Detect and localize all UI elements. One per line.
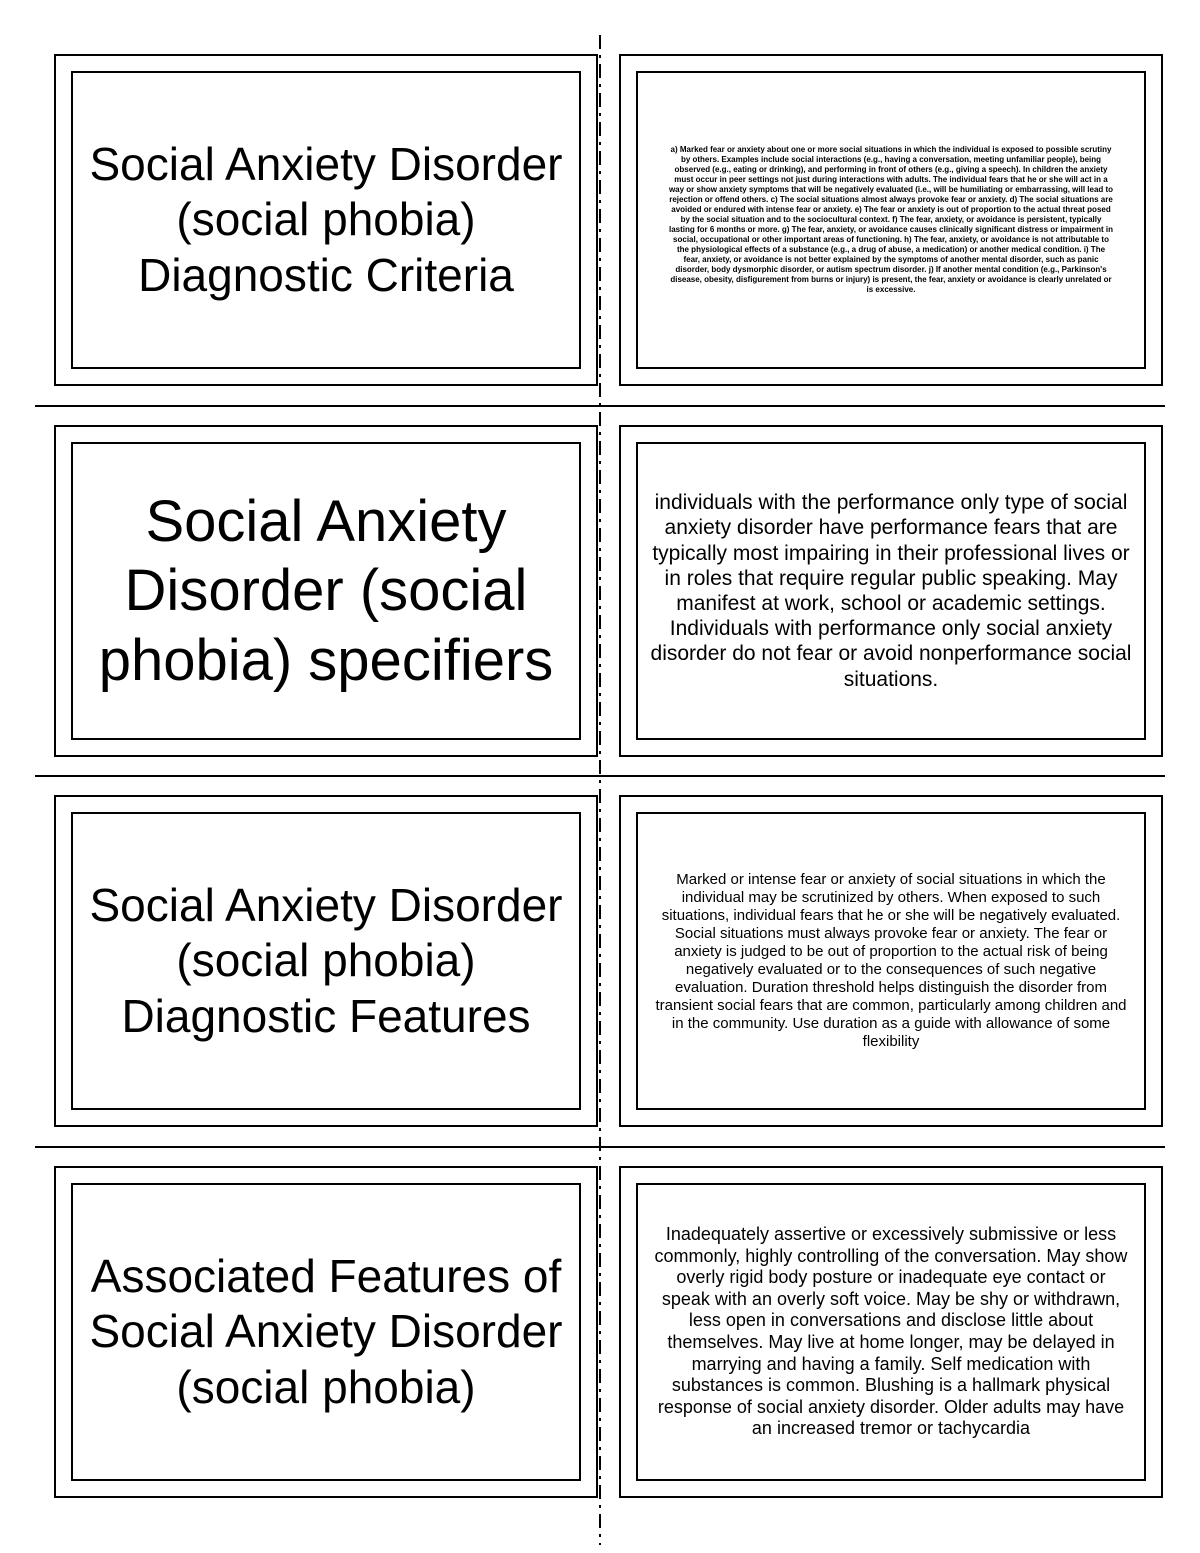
flashcard-definition-3-frame [636, 812, 1146, 1110]
flashcard-term-text: Social Anxiety Disorder (social phobia) specifiers [98, 488, 554, 693]
flashcard-term-text: Associated Features of Social Anxiety Disorder (social phobia) [89, 1250, 563, 1413]
flashcard-definition-text: Inadequately assertive or excessively submissive or less commonly, highly controlling of the conversation. May show overly rigid body posture or inadequate eye contact or speak with an overly soft voice. May be shy or withdrawn, less open in conversations and disclose little about themselves. May live at home longer, may be delayed in marrying and having a family. Self medication with substances is common. Blushing is a hallmark physical response of social anxiety disorder. Older adults may have an increased tremor or tachycardia [654, 1224, 1128, 1439]
flashcard-term-4-frame [71, 1183, 581, 1481]
flashcard-term-3-frame [71, 812, 581, 1110]
flashcard-term-3 [54, 795, 598, 1127]
flashcard-term-2-frame [71, 442, 581, 740]
flashcard-definition-3 [619, 795, 1163, 1127]
flashcard-definition-2 [619, 425, 1163, 757]
flashcard-term-1 [54, 54, 598, 386]
flashcard-term-text: Social Anxiety Disorder (social phobia) Diagnostic Criteria [89, 138, 563, 301]
flashcard-term-text: Social Anxiety Disorder (social phobia) Diagnostic Features [89, 879, 563, 1042]
flashcard-term-4 [54, 1166, 598, 1498]
flashcard-definition-text: Marked or intense fear or anxiety of social situations in which the individual may be scrutinized by others. When exposed to such situations, individual fears that he or she will be negatively evaluated. Social situations must always provoke fear or anxiety. The fear or anxiety is judged to be out of proportion to the actual risk of being negatively evaluated or to the consequences of such negative evaluation. Duration threshold helps distinguish the disorder from transient social fears that are common, particularly among children and in the community. Use duration as a guide with allowance of some flexibility [655, 871, 1127, 1050]
flashcard-definition-1 [619, 54, 1163, 386]
flashcard-definition-4-frame [636, 1183, 1146, 1481]
flashcard-definition-4 [619, 1166, 1163, 1498]
flashcard-term-2 [54, 425, 598, 757]
flashcard-definition-text: individuals with the performance only type of social anxiety disorder have performance fears that are typically most impairing in their professional lives or in roles that require regular public speaking. May manifest at work, school or academic settings. Individuals with performance only social anxiety disorder do not fear or avoid nonperformance social situations. [650, 491, 1132, 691]
flashcard-definition-1-frame [636, 71, 1146, 369]
flashcard-definition-text: a) Marked fear or anxiety about one or more social situations in which the individual is exposed to possible scrutiny by others. Examples include social interactions (e.g., having a conversation, meeting unfamiliar people), being observed (e.g., eating or drinking), and performing in front of others (e.g., giving a speech). In children the anxiety must occur in peer settings not just during interactions with adults. The individual fears that he or she will act in a way or show anxiety symptoms that will be negatively evaluated (i.e., will be humiliating or embarrassing, will lead to rejection or offend others. c) The social situations almost always provoke fear or anxiety. d) The social situations are avoided or endured with intense fear or anxiety. e) The fear or anxiety is out of proportion to the actual threat posed by the social situation and to the sociocultural context. f) The fear, anxiety, or avoidance is persistent, typically lasting for 6 months or more. g) The fear, anxiety, or avoidance causes clinically significant distress or impairment in social, occupational or other important areas of functioning. h) The fear, anxiety, or avoidance is not attributable to the physiological effects of a substance (e.g., a drug of abuse, a medication) or another medical condition. i) The fear, anxiety, or avoidance is not better explained by the symptoms of another mental disorder, such as panic disorder, body dysmorphic disorder, or autism spectrum disorder. j) If another mental condition (e.g., Parkinson's disease, obesity, disfigurement from burns or injury) is present, the fear, anxiety or avoidance is clearly unrelated or is excessive. [668, 145, 1114, 294]
fold-line-vertical [599, 35, 601, 1545]
flashcard-definition-2-frame [636, 442, 1146, 740]
flashcard-term-1-frame [71, 71, 581, 369]
